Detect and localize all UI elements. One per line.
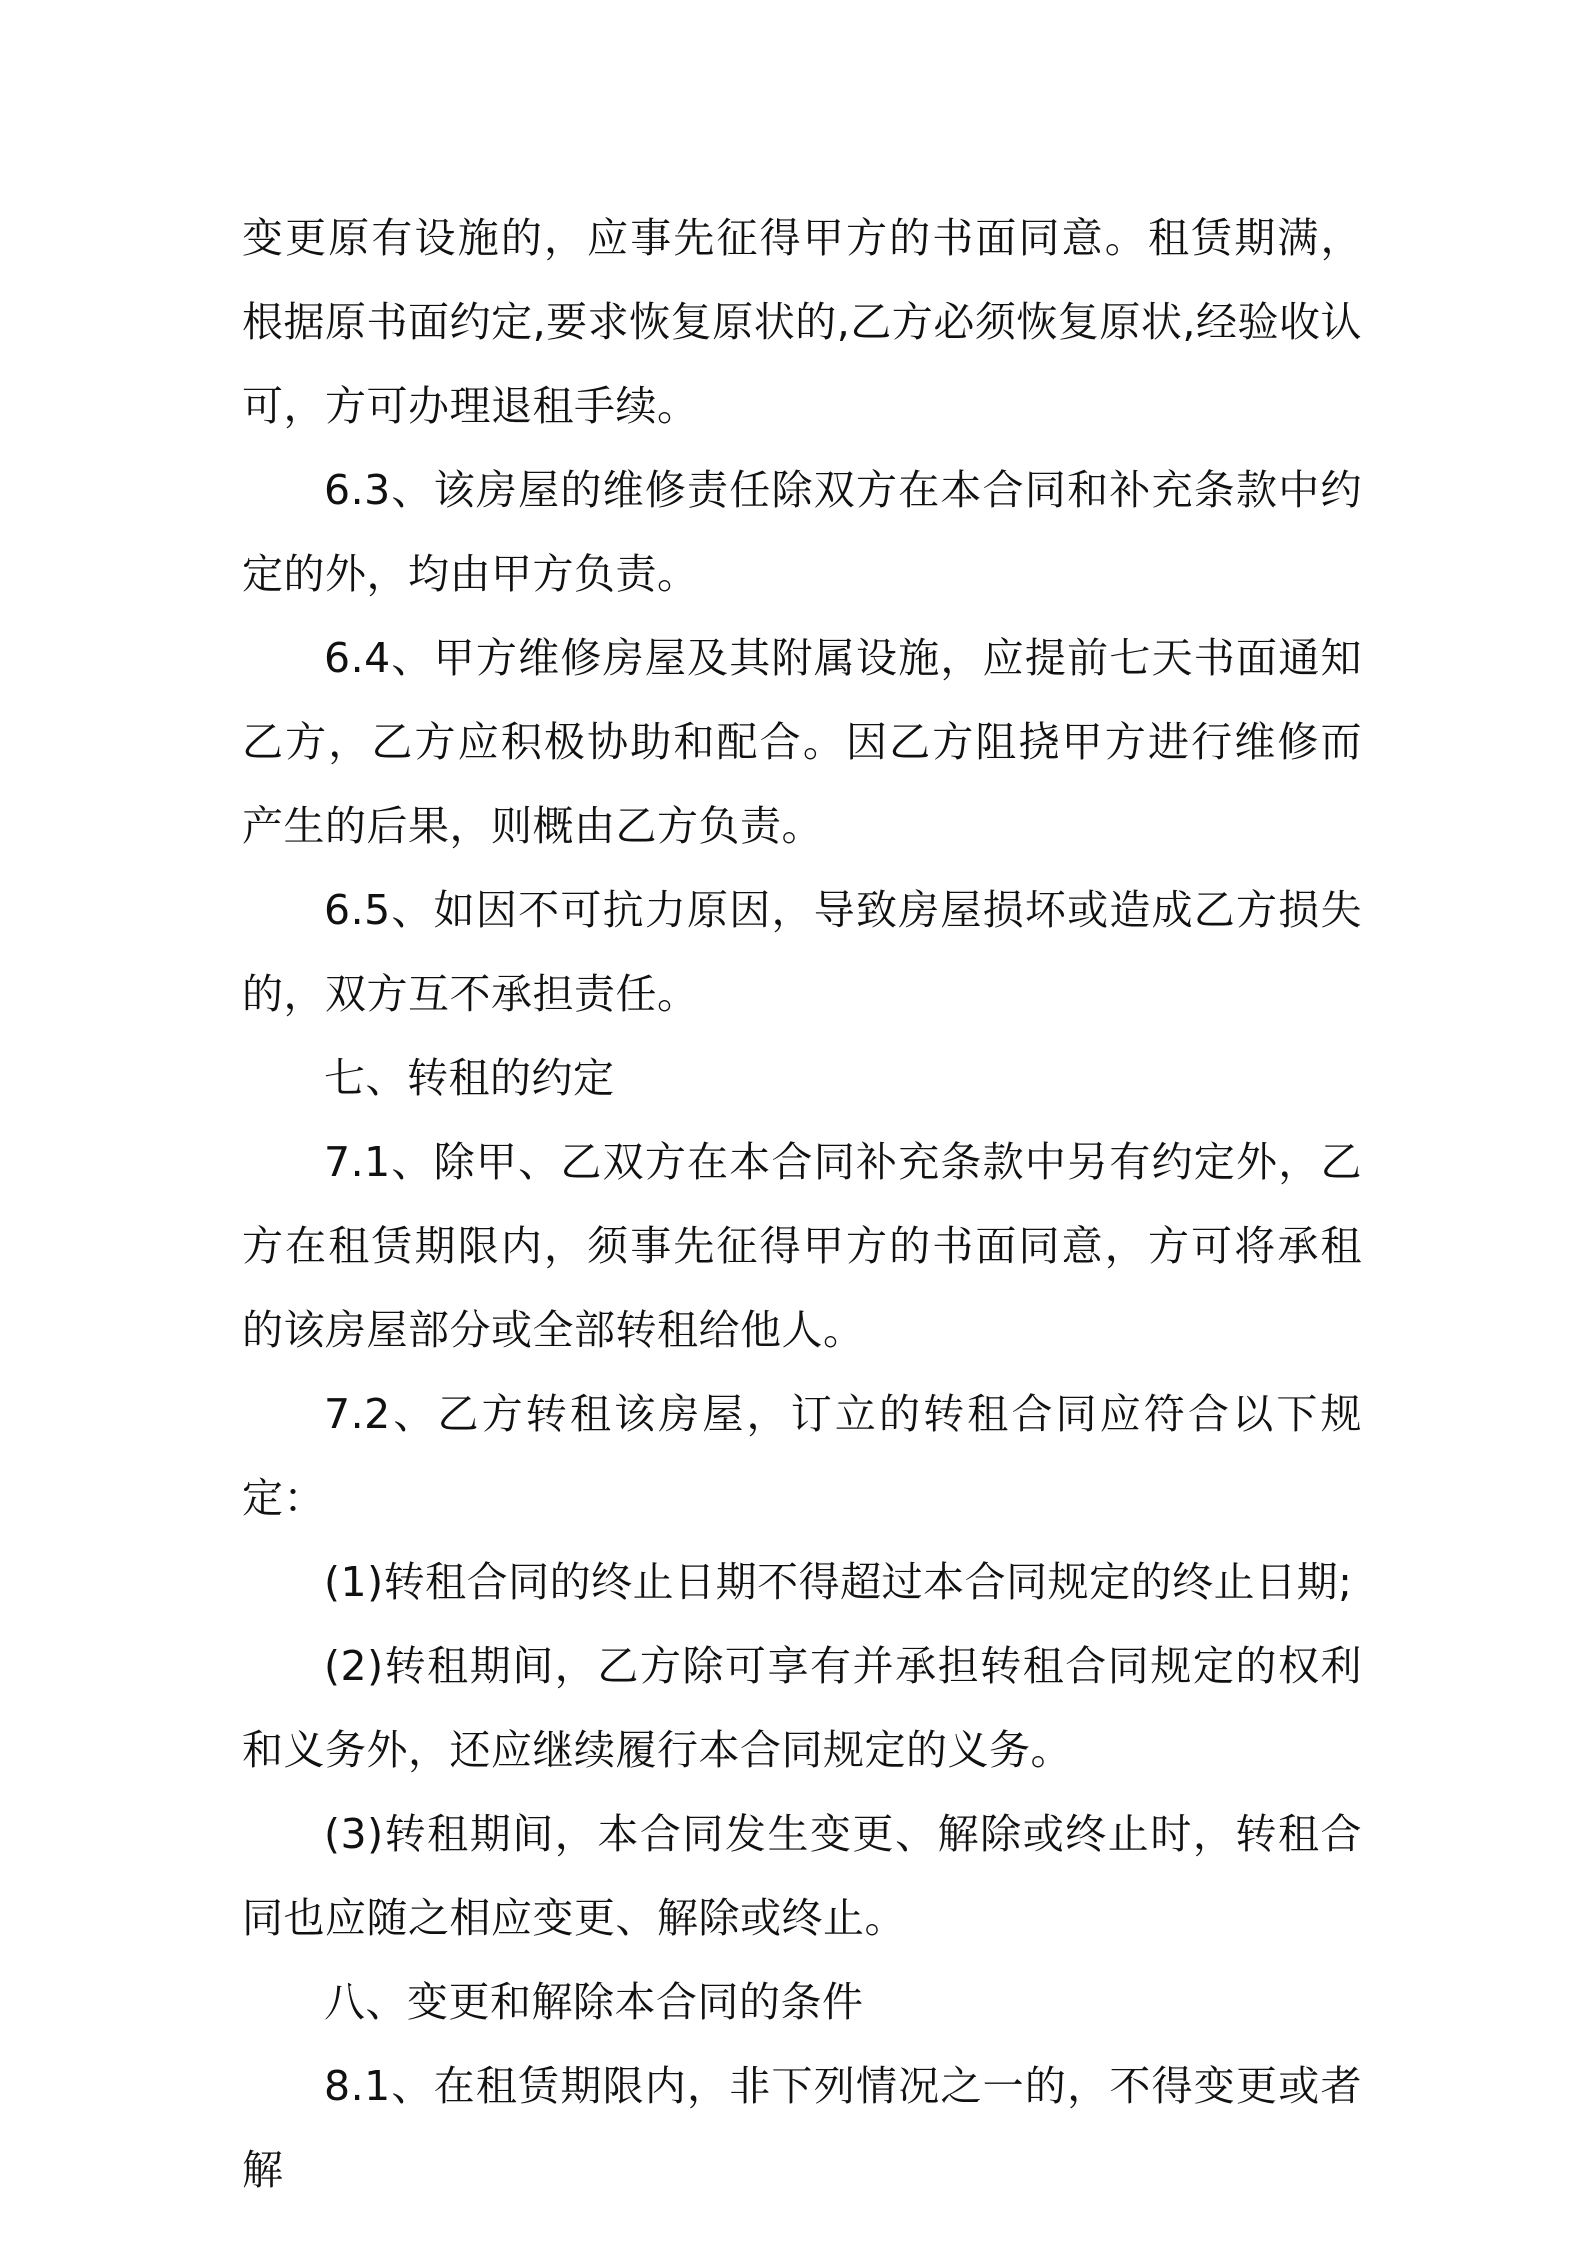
paragraph-7-2: 7.2、乙方转租该房屋，订立的转租合同应符合以下规定： <box>242 1390 1362 1522</box>
paragraph-facility-change: 变更原有设施的，应事先征得甲方的书面同意。租赁期满，根据原书面约定,要求恢复原状的,乙方必须恢复原状,经验收认可，方可办理退租手续。 <box>242 214 1362 430</box>
paragraph-7-2-item-3: (3)转租期间，本合同发生变更、解除或终止时，转租合同也应随之相应变更、解除或终止。 <box>242 1810 1362 1942</box>
paragraph-8-1: 8.1、在租赁期限内，非下列情况之一的，不得变更或者解 <box>242 2062 1362 2194</box>
document-body <box>242 196 1362 2212</box>
paragraph-7-1: 7.1、除甲、乙双方在本合同补充条款中另有约定外，乙方在租赁期限内，须事先征得甲方的书面同意，方可将承租的该房屋部分或全部转租给他人。 <box>242 1138 1362 1354</box>
paragraph-6-4: 6.4、甲方维修房屋及其附属设施，应提前七天书面通知乙方，乙方应积极协助和配合。因乙方阻挠甲方进行维修而产生的后果，则概由乙方负责。 <box>242 634 1362 850</box>
section-heading-8: 八、变更和解除本合同的条件 <box>324 1978 864 2026</box>
paragraph-7-2-item-2: (2)转租期间，乙方除可享有并承担转租合同规定的权利和义务外，还应继续履行本合同规定的义务。 <box>242 1642 1362 1774</box>
paragraph-6-3: 6.3、该房屋的维修责任除双方在本合同和补充条款中约定的外，均由甲方负责。 <box>242 466 1362 598</box>
paragraph-7-2-item-1: (1)转租合同的终止日期不得超过本合同规定的终止日期; <box>324 1558 1353 1606</box>
section-heading-7: 七、转租的约定 <box>324 1054 615 1102</box>
paragraph-6-5: 6.5、如因不可抗力原因，导致房屋损坏或造成乙方损失的，双方互不承担责任。 <box>242 886 1362 1018</box>
